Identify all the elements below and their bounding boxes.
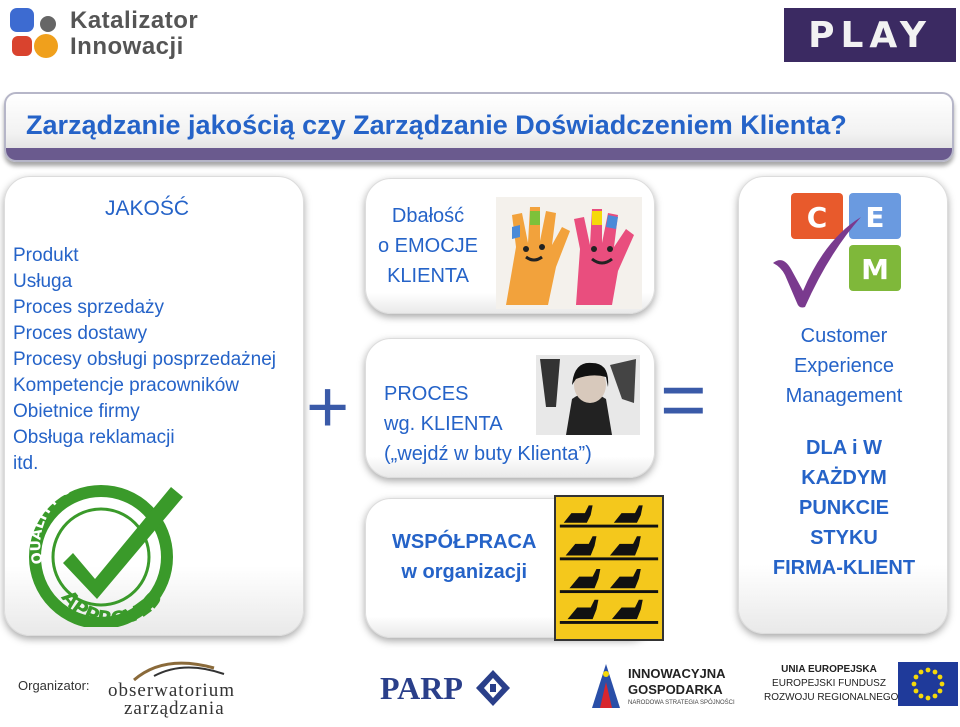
cooperation-text: WSPÓŁPRACA w organizacji bbox=[392, 531, 537, 583]
slide-title: Zarządzanie jakością czy Zarządzanie Doświadczeniem Klienta? bbox=[26, 110, 847, 140]
quality-approved-stamp-icon bbox=[21, 467, 221, 627]
katalizator-logo bbox=[8, 4, 218, 66]
emotions-text: Dbałość o EMOCJE KLIENTA bbox=[378, 205, 479, 287]
organizer-label: Organizator: bbox=[18, 678, 90, 693]
katalizator-logo-text: Katalizator Innowacji bbox=[70, 7, 199, 60]
cooperating-donkeys-image bbox=[554, 495, 664, 641]
process-text: PROCES wg. KLIENTA („wejdź w buty Klienta”) bbox=[384, 383, 592, 465]
quality-card bbox=[4, 176, 304, 636]
parp-emblem-icon bbox=[476, 670, 510, 706]
play-logo: PLAY bbox=[784, 8, 956, 62]
innowacyjna-gospodarka-flag-icon bbox=[590, 662, 624, 710]
list-item: Produkt bbox=[13, 245, 79, 266]
cem-full-name: Customer Experience Management bbox=[785, 325, 903, 407]
plus-sign: + bbox=[306, 365, 350, 448]
parp-logo: PARP bbox=[380, 666, 510, 710]
title-accent-strip bbox=[6, 148, 952, 160]
cem-letter-e: E bbox=[865, 201, 885, 234]
cem-letter-c: C bbox=[806, 201, 828, 234]
katalizator-logo-icon bbox=[8, 4, 64, 62]
emotions-card bbox=[365, 178, 655, 314]
cem-card bbox=[738, 176, 948, 634]
list-item: Proces sprzedaży bbox=[13, 297, 165, 318]
list-item: Kompetencje pracowników bbox=[13, 375, 240, 396]
cem-touchpoints-text: DLA i W KAŻDYM PUNKCIE STYKU FIRMA-KLIENT bbox=[772, 437, 916, 579]
quality-heading: JAKOŚĆ bbox=[105, 197, 190, 220]
list-item: Obietnice firmy bbox=[13, 401, 140, 422]
eu-logo: UNIA EUROPEJSKA EUROPEJSKI FUNDUSZ ROZWOJU REGIONALNEGO bbox=[764, 662, 958, 714]
cem-logo-icon bbox=[769, 191, 919, 311]
list-item: Proces dostawy bbox=[13, 323, 148, 344]
stamp-text-top: QUALITY CONTROL bbox=[28, 471, 139, 566]
cem-letter-m: M bbox=[861, 253, 889, 286]
stamp-text-bottom: APPROVED bbox=[56, 585, 168, 627]
cooperation-card bbox=[365, 498, 655, 638]
slide-title-bar bbox=[4, 92, 954, 162]
quality-list bbox=[13, 243, 276, 477]
painted-hands-image bbox=[496, 197, 642, 309]
list-item: Procesy obsługi posprzedażnej bbox=[13, 349, 276, 370]
list-item: Obsługa reklamacji bbox=[13, 427, 175, 448]
equals-sign: = bbox=[660, 355, 707, 444]
footer bbox=[0, 648, 960, 727]
process-card bbox=[365, 338, 655, 478]
list-item: Usługa bbox=[13, 271, 73, 292]
list-item: itd. bbox=[13, 453, 39, 474]
innowacyjna-gospodarka-logo: INNOWACYJNA GOSPODARKA NARODOWA STRATEGIA SPÓJNOŚCI bbox=[590, 662, 750, 714]
eu-flag-icon bbox=[898, 662, 958, 706]
obserwatorium-logo: obserwatorium zarządzania bbox=[104, 654, 264, 718]
